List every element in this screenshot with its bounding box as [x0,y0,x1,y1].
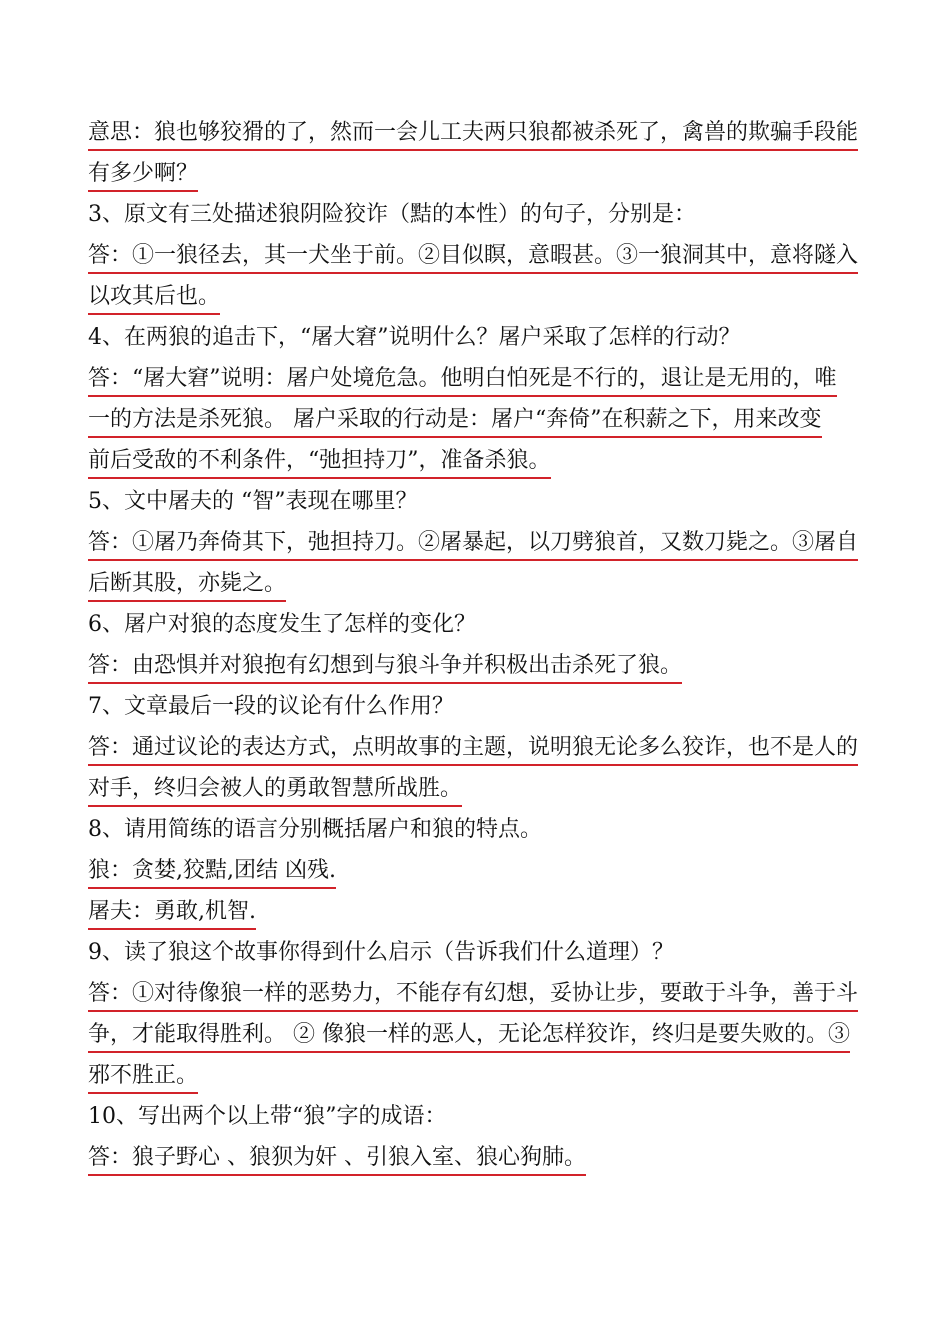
answer-line: 邪不胜正。 [88,1055,868,1096]
answer-line: 争，才能取得胜利。 ② 像狼一样的恶人，无论怎样狡诈，终归是要失败的。③ [88,1014,868,1055]
question-4: 4、在两狼的追击下，“屠大窘”说明什么？屠户采取了怎样的行动？ [88,325,741,350]
question-3: 3、原文有三处描述狼阴险狡诈（黠的本性）的句子，分别是： [88,202,696,227]
answer-line: 狼：贪婪,狡黠,团结 凶残. [88,850,868,891]
answer-line: 前后受敌的不利条件，“弛担持刀”，准备杀狼。 [88,440,868,481]
answer-line: 后断其股，亦毙之。 [88,563,868,604]
answer-line: 意思：狼也够狡猾的了，然而一会儿工夫两只狼都被杀死了，禽兽的欺骗手段能 [88,112,868,153]
answer-line: 答：“屠大窘”说明：屠户处境危急。他明白怕死是不行的，退让是无用的，唯 [88,358,868,399]
answer-line: 答：狼子野心 、狼狈为奸 、引狼入室、狼心狗肺。 [88,1137,868,1178]
answer-line: 屠夫：勇敢,机智. [88,891,868,932]
answer-line: 对手，终归会被人的勇敢智慧所战胜。 [88,768,868,809]
document-body [88,112,868,1178]
question-8: 8、请用简练的语言分别概括屠户和狼的特点。 [88,817,542,842]
answer-line: 以攻其后也。 [88,276,868,317]
question-9: 9、读了狼这个故事你得到什么启示（告诉我们什么道理）？ [88,940,674,965]
question-10: 10、写出两个以上带“狼”字的成语： [88,1104,447,1129]
answer-line: 答：①一狼径去，其一犬坐于前。②目似瞑，意暇甚。③一狼洞其中，意将隧入 [88,235,868,276]
answer-line: 答：①对待像狼一样的恶势力，不能存有幻想，妥协让步，要敢于斗争，善于斗 [88,973,868,1014]
answer-line: 一的方法是杀死狼。 屠户采取的行动是：屠户“奔倚”在积薪之下，用来改变 [88,399,868,440]
answer-line: 有多少啊？ [88,153,868,194]
answer-line: 答：由恐惧并对狼抱有幻想到与狼斗争并积极出击杀死了狼。 [88,645,868,686]
answer-line: 答：①屠乃奔倚其下，弛担持刀。②屠暴起，以刀劈狼首，又数刀毙之。③屠自 [88,522,868,563]
question-7: 7、文章最后一段的议论有什么作用？ [88,694,454,719]
question-6: 6、屠户对狼的态度发生了怎样的变化？ [88,612,476,637]
answer-line: 答：通过议论的表达方式，点明故事的主题，说明狼无论多么狡诈，也不是人的 [88,727,868,768]
question-5: 5、文中屠夫的 “智”表现在哪里？ [88,489,418,514]
